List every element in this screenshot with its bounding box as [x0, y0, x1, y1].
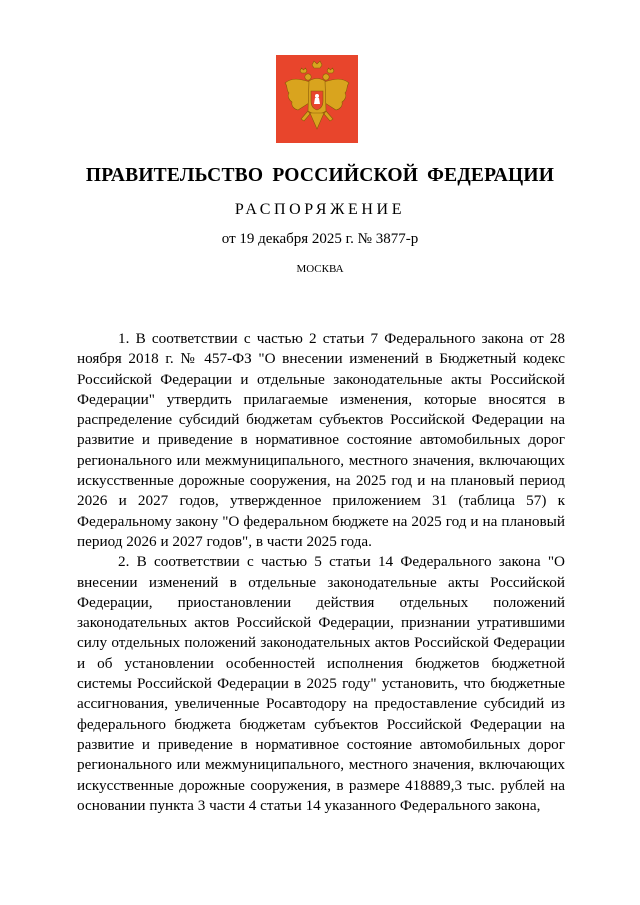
- paragraph-2: 2. В соответствии с частью 5 статьи 14 Федерального закона "О внесении изменений в отдельные законодательные акты Российской Федерации, приостановлении действия отдельных положений законодательных актов Российской Федерации, признании утратившими силу отдельных положений законодательных актов Российской Федерации и об установлении особенностей исполнения бюджетов бюджетной системы Российской Федерации в 2025 году" установить, что бюджетные ассигнования, увеличенные Росавтодору на предоставление субсидий из федерального бюджета бюджетам субъектов Российской Федерации на развитие и приведение в нормативное состояние автомобильных дорог регионального или межмуниципального, местного значения, включающих искусственные дорожные сооружения, в размере 418889,3 тыс. рублей на основании пункта 3 части 4 статьи 14 указанного Федерального закона,: [77, 553, 565, 814]
- russian-coat-of-arms-icon: [276, 55, 358, 143]
- paragraph-1: 1. В соответствии с частью 2 статьи 7 Федерального закона от 28 ноября 2018 г. № 457-ФЗ "О внесении изменений в Бюджетный кодекс Российской Федерации и отдельные законодательные акты Российской Федерации" утвердить прилагаемые изменения, которые вносятся в распределение субсидий бюджетам субъектов Российской Федерации на развитие и приведение в нормативное состояние автомобильных дорог регионального или межмуниципального, местного значения, включающих искусственные дорожные сооружения, на 2025 год и на плановый период 2026 и 2027 годов, утвержденное приложением 31 (таблица 57) к Федеральному закону "О федеральном бюджете на 2025 год и на плановый период 2026 и 2027 годов", в части 2025 года.: [77, 330, 565, 550]
- government-title: ПРАВИТЕЛЬСТВО РОССИЙСКОЙ ФЕДЕРАЦИИ: [85, 165, 555, 186]
- document-body: [77, 329, 565, 816]
- document-date-number: от 19 декабря 2025 г. № 3877-р: [221, 231, 419, 247]
- document-type: РАСПОРЯЖЕНИЕ: [234, 201, 406, 218]
- document-city: МОСКВА: [296, 263, 344, 275]
